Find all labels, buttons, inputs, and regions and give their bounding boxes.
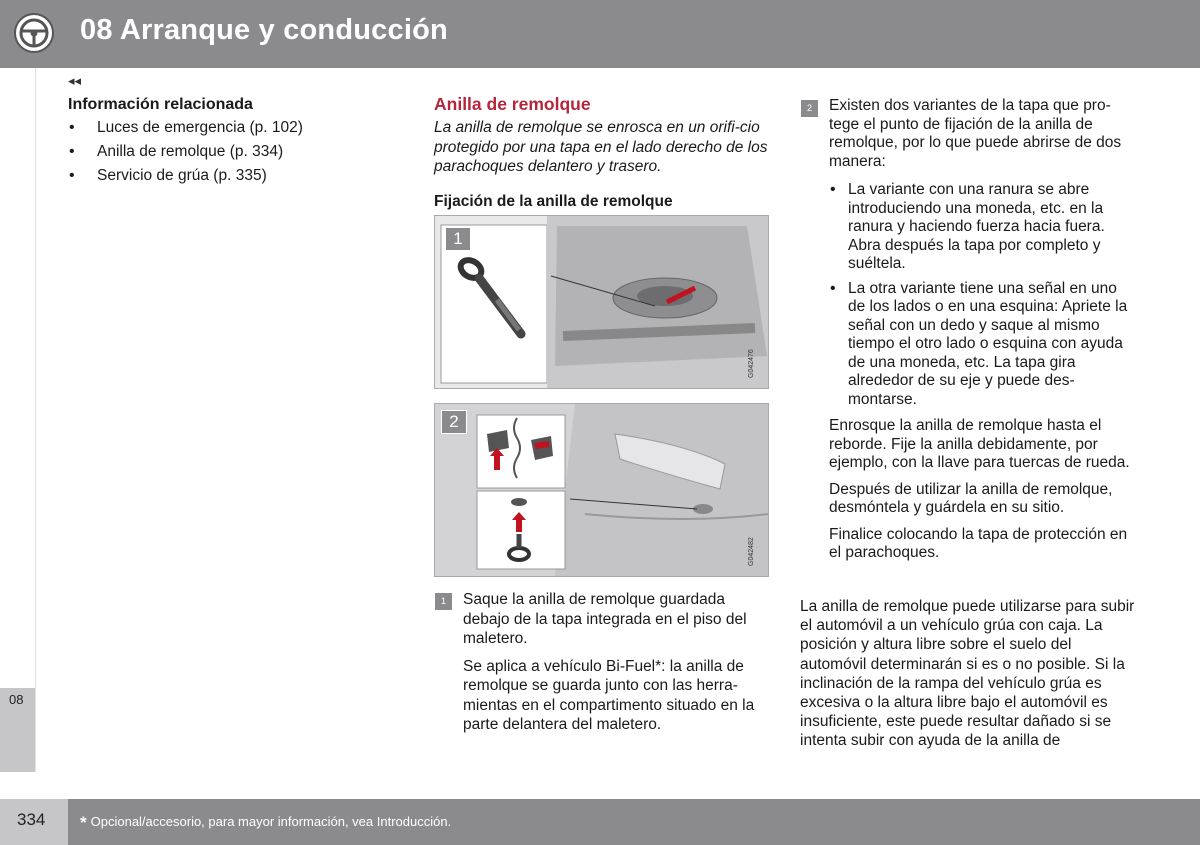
asterisk-icon: *: [80, 813, 87, 832]
figure-trunk-spare-wheel: [434, 215, 769, 389]
page-number: 334: [17, 810, 46, 829]
sidebar-divider: [35, 68, 36, 772]
section-intro: La anilla de remolque se enrosca en un orifi-cio protegido por una tapa en el lado derecho de los parachoques delantero y trasero.: [434, 119, 768, 175]
step-1-text: Saque la anilla de remolque guardada debajo de la tapa integrada en el piso del maletero.: [463, 591, 747, 647]
chapter-title: 08 Arranque y conducción: [80, 14, 448, 46]
list-item: • La variante con una ranura se abre introduciendo una moneda, etc. en la ranura y haciendo fuerza hacia fuera. Abra después la tapa por completo y suéltela.: [829, 181, 1134, 274]
step-2-text: Existen dos variantes de la tapa que pro-tege el punto de fijación de la anilla de remolque, por lo que puede abrirse de dos manera:: [829, 97, 1122, 170]
related-info: [68, 96, 368, 188]
related-list: [68, 116, 368, 188]
footer-note-text: Opcional/accesorio, para mayor información, vea Introducción.: [90, 814, 452, 829]
related-heading: Información relacionada: [68, 96, 253, 113]
section-title: Anilla de remolque: [434, 94, 591, 114]
step-2-para: Después de utilizar la anilla de remolque, desmóntela y guárdela en su sitio.: [829, 480, 1113, 516]
main-section: [434, 94, 770, 211]
footer-note: [80, 813, 451, 833]
step-2-para: Enrosque la anilla de remolque hasta el reborde. Fije la anilla debidamente, por ejemplo, con la llave para tuercas de rueda.: [829, 417, 1130, 471]
step-1: [463, 590, 765, 735]
chapter-header: [0, 0, 1200, 68]
back-nav-icon[interactable]: ◂◂: [68, 73, 82, 88]
related-link[interactable]: • Anilla de remolque (p. 334): [68, 140, 368, 164]
list-item: • La otra variante tiene una señal en uno de los lados o en una esquina: Apriete la señal con un dedo y saque al mismo tiempo el otro lado o esquina con ayuda de una moneda, etc. La tapa gira alrededor de su eje y puede des-montarse.: [829, 280, 1134, 410]
step-2: [829, 97, 1134, 563]
closing-text: La anilla de remolque puede utilizarse para subir el automóvil a un vehículo grúa con caja. La posición y altura libre sobre el suelo del automóvil determinarán si es o no posible. Si la inclinación de la rampa del vehículo grúa es excesiva o la altura libre bajo el automóvil es insuficiente, este puede resultar dañado si se intenta subir con ayuda de la anilla de: [800, 598, 1135, 750]
step-badge: 1: [435, 593, 452, 610]
figure-number: 2: [441, 410, 467, 434]
chapter-tab-label: 08: [9, 692, 24, 707]
page-number-box: [0, 799, 68, 845]
chapter-tab[interactable]: [0, 688, 35, 772]
steering-wheel-icon: [0, 0, 68, 68]
page-footer: [0, 799, 1200, 845]
figure-code: G042476: [748, 349, 755, 378]
step-2-bullets: [829, 181, 1134, 409]
related-link[interactable]: • Luces de emergencia (p. 102): [68, 116, 368, 140]
step-1-note: Se aplica a vehículo Bi-Fuel*: la anilla de remolque se guarda junto con las herra-mientas en el compartimento situado en la parte delantera del maletero.: [463, 657, 755, 733]
figure-code: G042482: [748, 537, 755, 566]
step-badge: 2: [801, 100, 818, 117]
section-subheading: Fijación de la anilla de remolque: [434, 192, 673, 210]
related-link[interactable]: • Servicio de grúa (p. 335): [68, 164, 368, 188]
figure-number: 1: [445, 227, 471, 251]
figure-bumper-cover: [434, 403, 769, 577]
step-2-para: Finalice colocando la tapa de protección en el parachoques.: [829, 525, 1128, 561]
